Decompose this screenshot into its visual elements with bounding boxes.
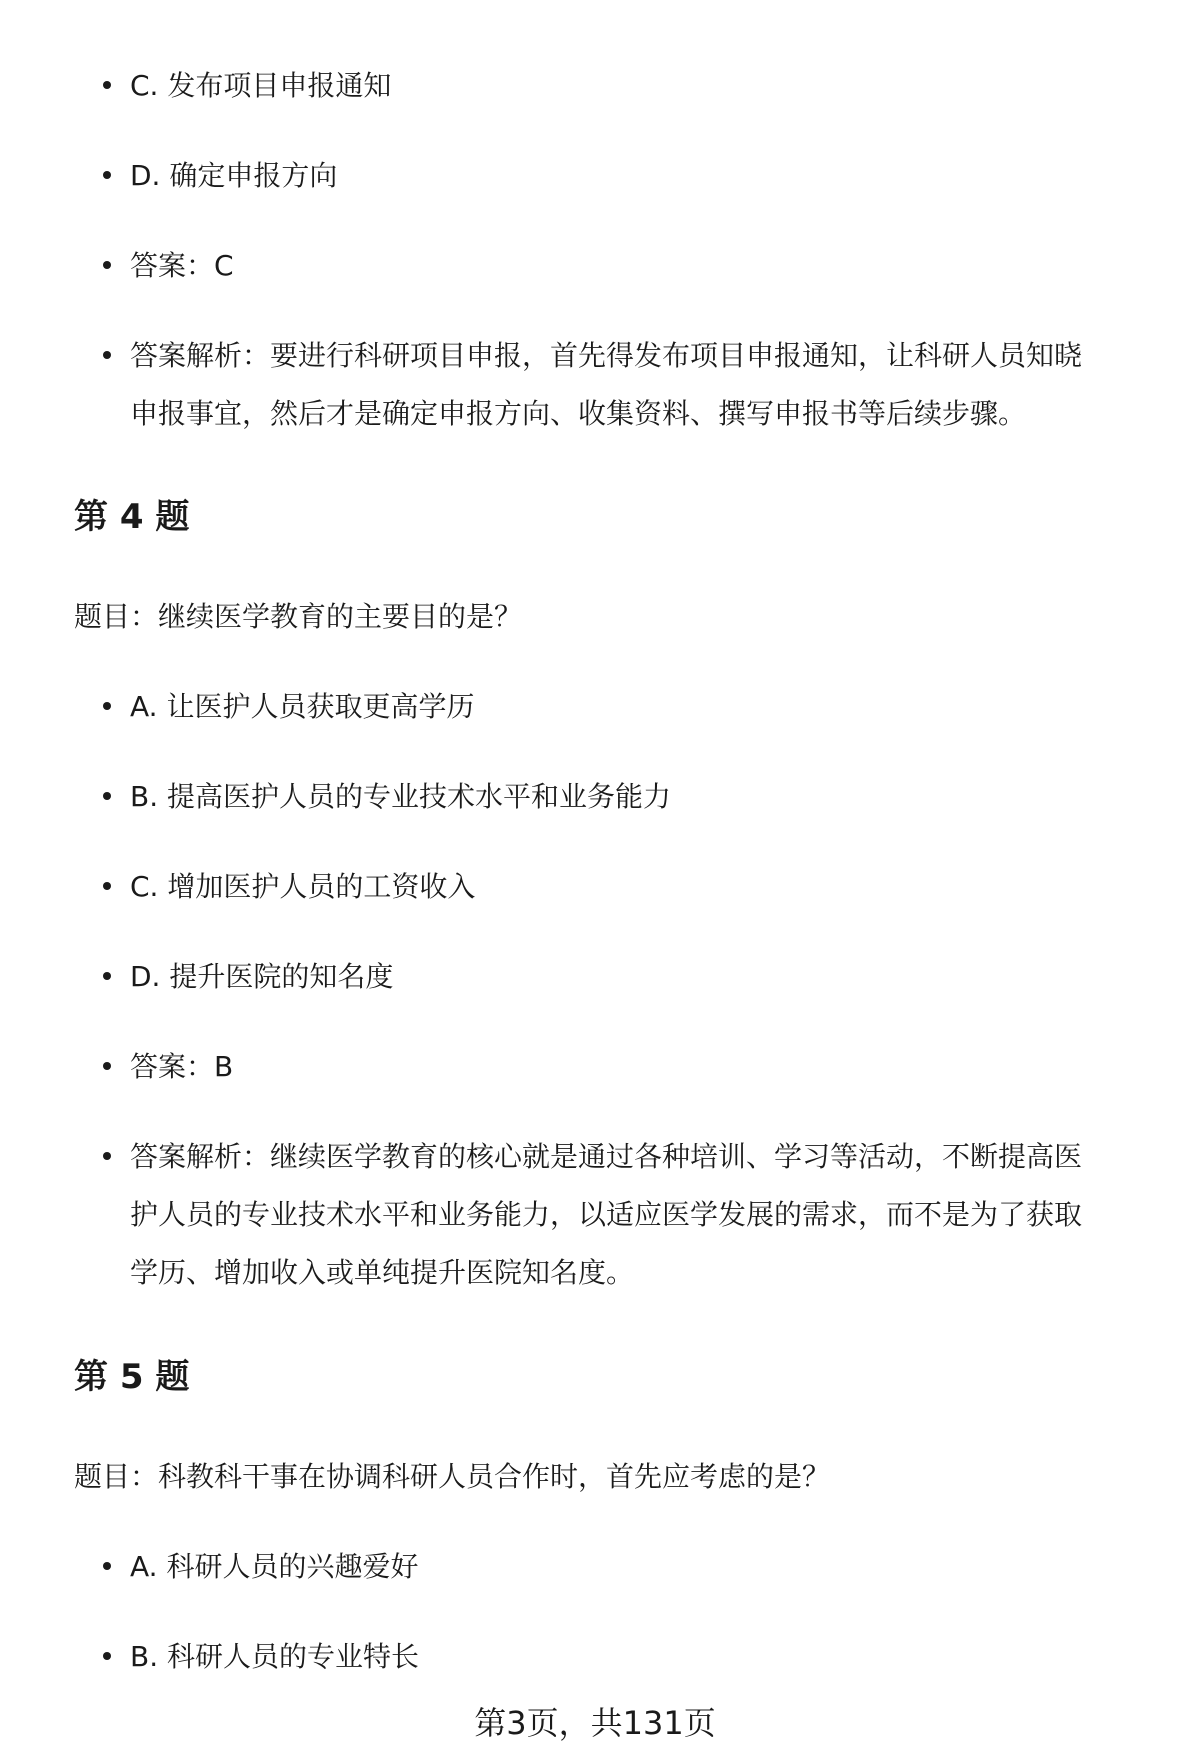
option-text: B. 科研人员的专业特长 (130, 1640, 420, 1673)
analysis-line-2: 申报事宜，然后才是确定申报方向、收集资料、撰写申报书等后续步骤。 (130, 397, 1027, 430)
option-text: B. 提高医护人员的专业技术水平和业务能力 (130, 780, 672, 813)
bullet-icon (103, 972, 111, 980)
bullet-icon (103, 702, 111, 710)
page-number-footer: 第3页，共131页 (474, 1704, 716, 1742)
bullet-icon (103, 81, 111, 89)
question-text-4: 题目：继续医学教育的主要目的是？ (74, 600, 523, 633)
question-heading-4: 第 4 题 (74, 497, 190, 537)
option-text: C. 增加医护人员的工资收入 (130, 870, 476, 903)
analysis-line-3: 学历、增加收入或单纯提升医院知名度。 (130, 1256, 635, 1289)
bullet-icon (103, 792, 111, 800)
answer-text: 答案：B (130, 1050, 234, 1083)
question-heading-5: 第 5 题 (74, 1357, 190, 1397)
analysis-line-1: 答案解析：要进行科研项目申报，首先得发布项目申报通知，让科研人员知晓 (130, 339, 1083, 372)
question-text-5: 题目：科教科干事在协调科研人员合作时，首先应考虑的是？ (74, 1460, 831, 1493)
bullet-icon (103, 261, 111, 269)
bullet-icon (103, 171, 111, 179)
bullet-icon (103, 882, 111, 890)
option-text: A. 让医护人员获取更高学历 (130, 690, 475, 723)
list-item-q3-analysis (103, 327, 1163, 447)
option-text: C. 发布项目申报通知 (130, 69, 392, 102)
analysis-line-2: 护人员的专业技术水平和业务能力，以适应医学发展的需求，而不是为了获取 (130, 1198, 1083, 1231)
answer-text: 答案：C (130, 249, 234, 282)
list-item-q4-analysis (103, 1128, 1163, 1308)
option-text: D. 提升医院的知名度 (130, 960, 394, 993)
bullet-icon (103, 351, 111, 359)
bullet-icon (103, 1062, 111, 1070)
option-text: A. 科研人员的兴趣爱好 (130, 1550, 419, 1583)
option-text: D. 确定申报方向 (130, 159, 338, 192)
bullet-icon (103, 1152, 111, 1160)
analysis-line-1: 答案解析：继续医学教育的核心就是通过各种培训、学习等活动，不断提高医 (130, 1140, 1083, 1173)
bullet-icon (103, 1652, 111, 1660)
bullet-icon (103, 1562, 111, 1570)
